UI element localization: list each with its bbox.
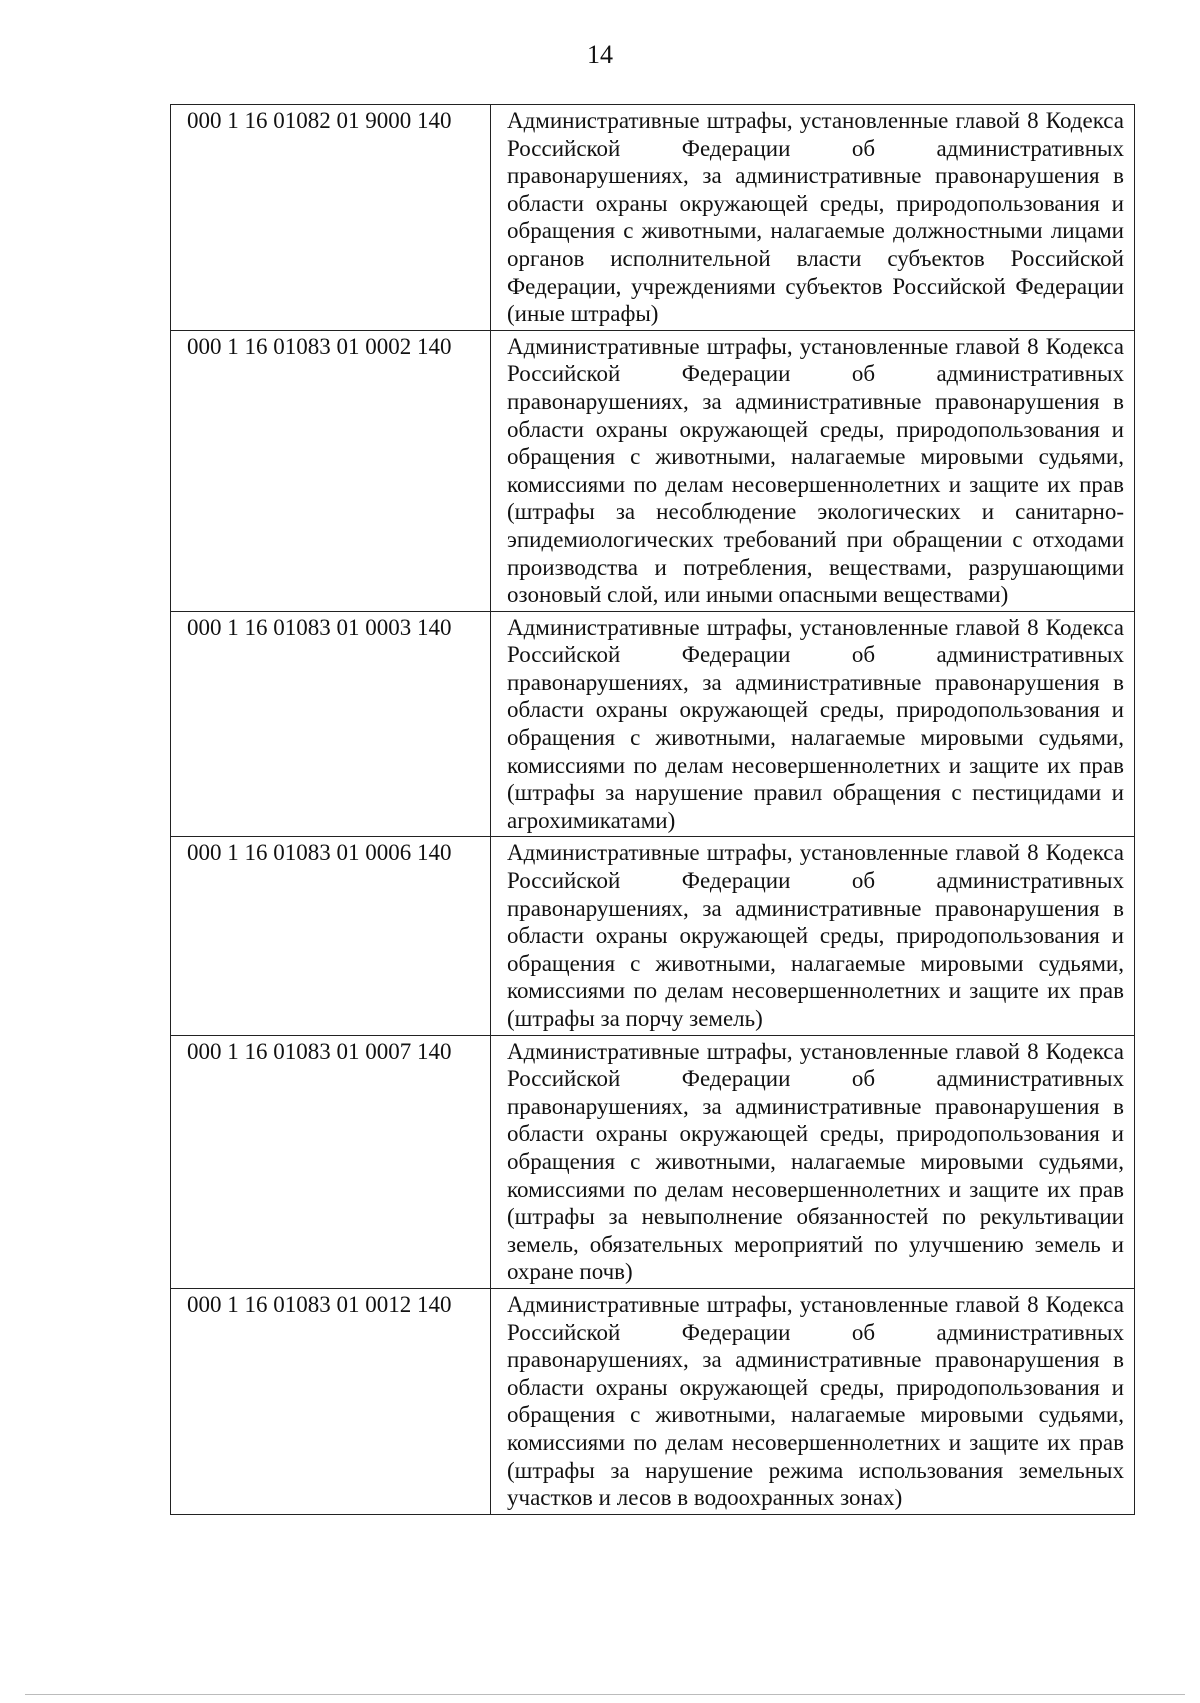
budget-code-cell: 000 1 16 01083 01 0002 140 [171, 330, 491, 611]
table-row [171, 105, 1135, 331]
table-row [171, 611, 1135, 837]
description-cell: Административные штрафы, установленные главой 8 Кодекса Российской Федерации об административных правонарушениях, за административные правонарушения в области охраны окружающей среды, природопользования и обращения с животными, налагаемые мировыми судьями, комиссиями по делам несовершеннолетних и защите их прав (штрафы за нарушение правил обращения с пестицидами и агрохимикатами) [491, 611, 1135, 837]
budget-code-cell: 000 1 16 01083 01 0003 140 [171, 611, 491, 837]
budget-codes-table [170, 104, 1135, 1515]
table-row [171, 837, 1135, 1035]
table-row [171, 330, 1135, 611]
budget-code-cell: 000 1 16 01083 01 0007 140 [171, 1035, 491, 1288]
description-cell: Административные штрафы, установленные главой 8 Кодекса Российской Федерации об административных правонарушениях, за административные правонарушения в области охраны окружающей среды, природопользования и обращения с животными, налагаемые мировыми судьями, комиссиями по делам несовершеннолетних и защите их прав (штрафы за несоблюдение экологических и санитарно-эпидемиологических требований при обращении с отходами производства и потребления, веществами, разрушающими озоновый слой, или иными опасными веществами) [491, 330, 1135, 611]
table-row [171, 1288, 1135, 1514]
description-cell: Административные штрафы, установленные главой 8 Кодекса Российской Федерации об административных правонарушениях, за административные правонарушения в области охраны окружающей среды, природопользования и обращения с животными, налагаемые мировыми судьями, комиссиями по делам несовершеннолетних и защите их прав (штрафы за невыполнение обязанностей по рекультивации земель, обязательных мероприятий по улучшению земель и охране почв) [491, 1035, 1135, 1288]
table-row [171, 1035, 1135, 1288]
budget-code-cell: 000 1 16 01083 01 0012 140 [171, 1288, 491, 1514]
description-cell: Административные штрафы, установленные главой 8 Кодекса Российской Федерации об административных правонарушениях, за административные правонарушения в области охраны окружающей среды, природопользования и обращения с животными, налагаемые должностными лицами органов исполнительной власти субъектов Российской Федерации, учреждениями субъектов Российской Федерации (иные штрафы) [491, 105, 1135, 331]
description-cell: Административные штрафы, установленные главой 8 Кодекса Российской Федерации об административных правонарушениях, за административные правонарушения в области охраны окружающей среды, природопользования и обращения с животными, налагаемые мировыми судьями, комиссиями по делам несовершеннолетних и защите их прав (штрафы за нарушение режима использования земельных участков и лесов в водоохранных зонах) [491, 1288, 1135, 1514]
budget-code-cell: 000 1 16 01083 01 0006 140 [171, 837, 491, 1035]
budget-code-cell: 000 1 16 01082 01 9000 140 [171, 105, 491, 331]
description-cell: Административные штрафы, установленные главой 8 Кодекса Российской Федерации об административных правонарушениях, за административные правонарушения в области охраны окружающей среды, природопользования и обращения с животными, налагаемые мировыми судьями, комиссиями по делам несовершеннолетних и защите их прав (штрафы за порчу земель) [491, 837, 1135, 1035]
page-number: 14 [587, 40, 613, 69]
scan-edge-line [25, 1694, 1185, 1695]
